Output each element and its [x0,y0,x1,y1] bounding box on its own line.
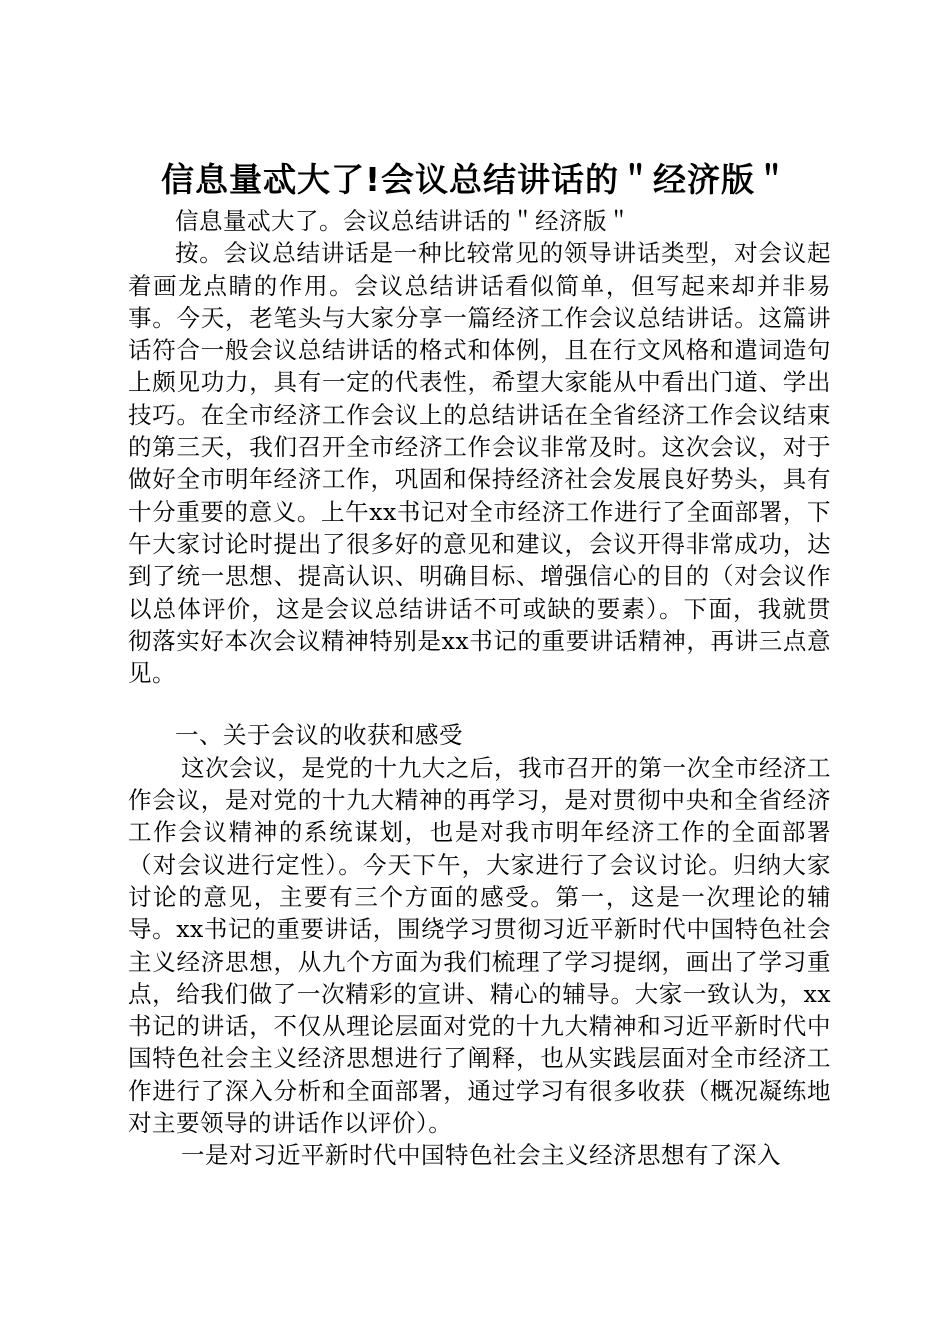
subtitle-paragraph: 信息量忒大了。会议总结讲话的＂经济版＂ [175,207,631,235]
body-paragraph: 一是对习近平新时代中国特色社会主义经济思想有了深入 [181,1141,781,1170]
document-title: 信息量忒大了!会议总结讲话的＂经济版＂ [160,160,790,199]
body-paragraph: 这次会议，是党的十九大之后，我市召开的第一次全市经济工作会议，是对党的十九大精神的再学习，是对贯彻中央和全省经济工作会议精神的系统谋划，也是对我市明年经济工作的全面部署（对会议进行定性）。今天下午，大家进行了会议讨论。归纳大家讨论的意见，主要有三个方面的感受。第一，这是一次理论的辅导。xx书记的重要讲话，围绕学习贯彻习近平新时代中国特色社会主义经济思想，从九个方面为我们梳理了学习提纲，画出了学习重点，给我们做了一次精彩的宣讲、精心的辅导。大家一致认为，xx书记的讲话，不仅从理论层面对党的十九大精神和习近平新时代中国特色社会主义经济思想进行了阐释，也从实践层面对全市经济工作进行了深入分析和全面部署，通过学习有很多收获（概况凝练地对主要领导的讲话作以评价）。 [128,753,831,1138]
intro-paragraph: 按。会议总结讲话是一种比较常见的领导讲话类型，对会议起着画龙点睛的作用。会议总结讲话看似简单，但写起来却并非易事。今天，老笔头与大家分享一篇经济工作会议总结讲话。这篇讲话符合一般会议总结讲话的格式和体例，且在行文风格和遣词造句上颇见功力，具有一定的代表性，希望大家能从中看出门道、学出技巧。在全市经济工作会议上的总结讲话在全省经济工作会议结束的第三天，我们召开全市经济工作会议非常及时。这次会议，对于做好全市明年经济工作，巩固和保持经济社会发展良好势头，具有十分重要的意义。上午xx书记对全市经济工作进行了全面部署，下午大家讨论时提出了很多好的意见和建议，会议开得非常成功，达到了统一思想、提高认识、明确目标、增强信心的目的（对会议作以总体评价，这是会议总结讲话不可或缺的要素）。下面，我就贯彻落实好本次会议精神特别是xx书记的重要讲话精神，再讲三点意见。 [128,239,831,688]
section-heading: 一、关于会议的收获和感受 [175,721,463,750]
document-body [128,205,831,1172]
